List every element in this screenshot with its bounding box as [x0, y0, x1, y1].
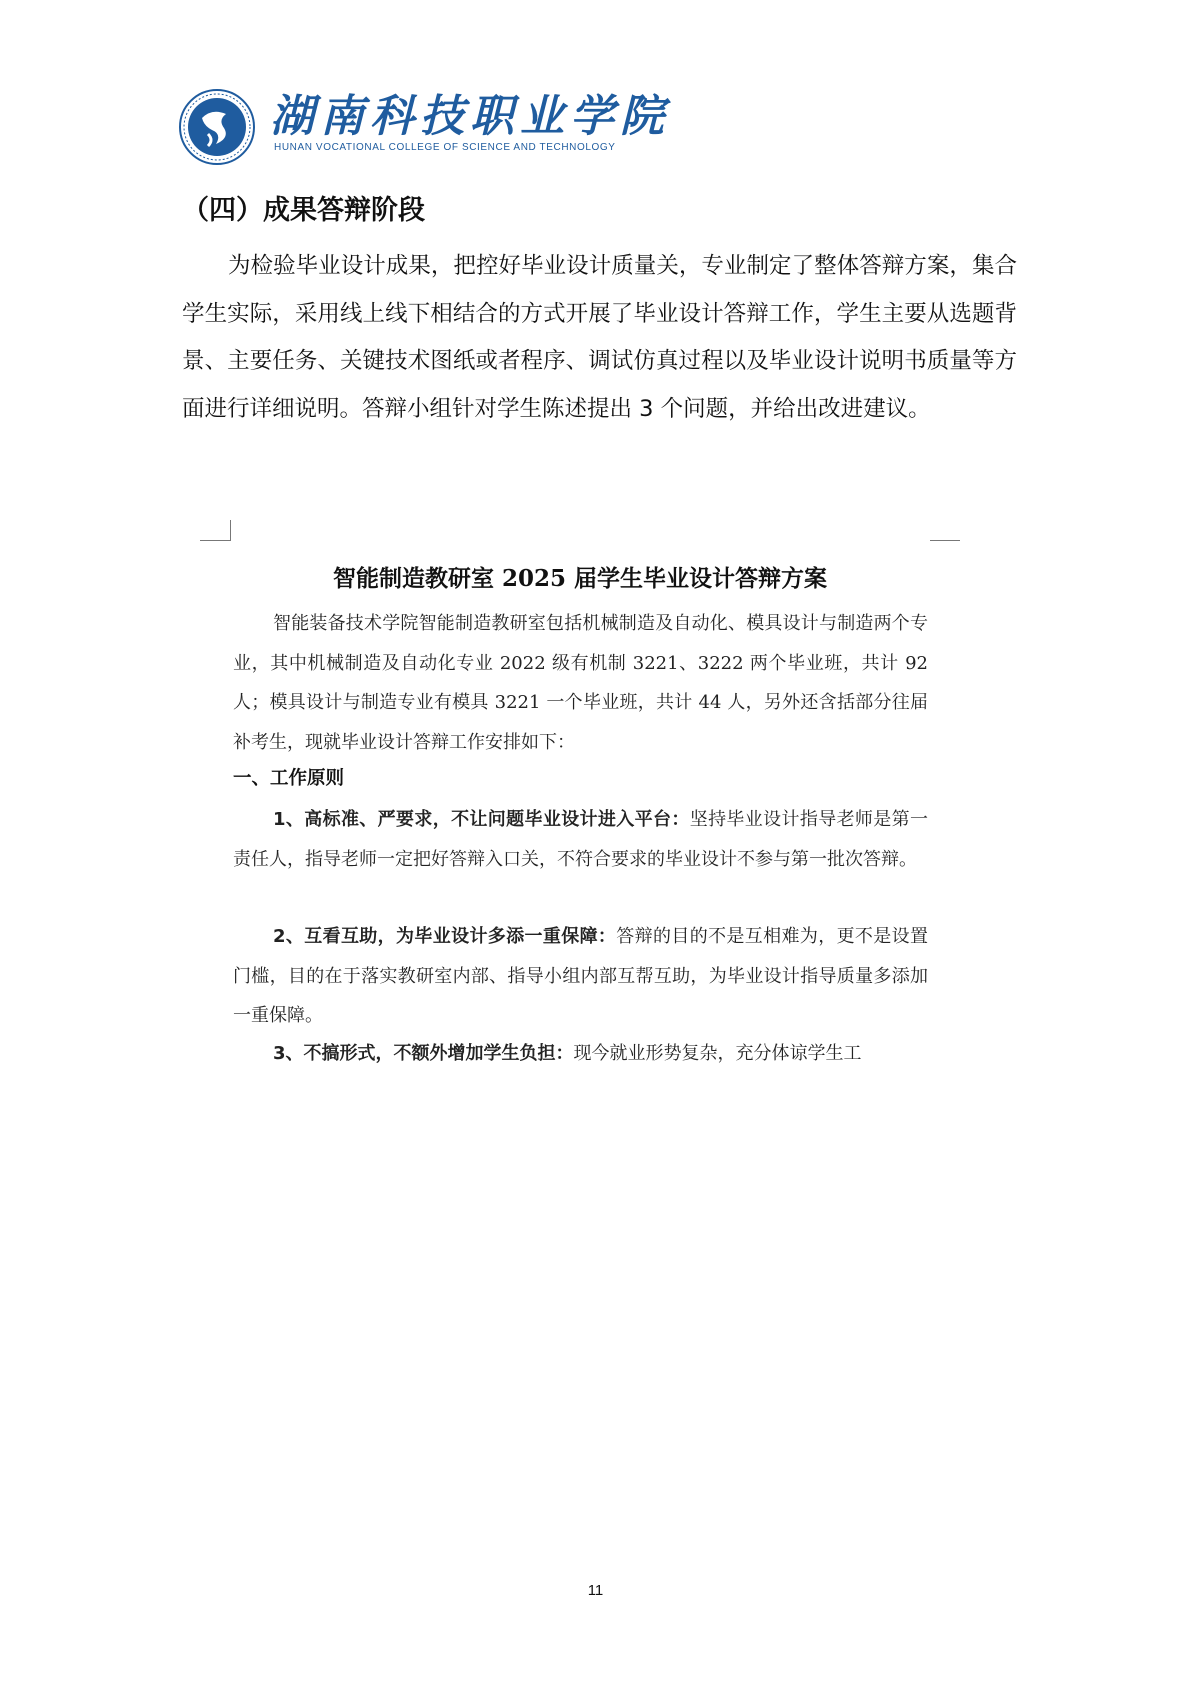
- college-emblem-icon: [178, 88, 256, 166]
- principle-lead: 1、高标准、严要求，不让问题毕业设计进入平台：: [273, 809, 690, 830]
- body-paragraph: 为检验毕业设计成果，把控好毕业设计质量关，专业制定了整体答辩方案，集合学生实际，采用线上线下相结合的方式开展了毕业设计答辩工作，学生主要从选题背景、主要任务、关键技术图纸或者程序、调试仿真过程以及毕业设计说明书质量等方面进行详细说明。答辩小组针对学生陈述提出 3 个问题，并给出改进建议。: [182, 253, 1017, 422]
- college-logo: [178, 78, 670, 170]
- page-number: 11: [587, 1582, 604, 1599]
- college-name-cn: 湖南科技职业学院: [270, 91, 670, 142]
- college-name-en: HUNAN VOCATIONAL COLLEGE OF SCIENCE AND TECHNOLOGY: [274, 142, 616, 153]
- embedded-document-title: 智能制造教研室 2025 届学生毕业设计答辩方案: [332, 565, 828, 592]
- principle-item: [233, 917, 928, 1036]
- principle-item: [233, 1034, 928, 1074]
- principle-item: [233, 800, 928, 879]
- principle-text: 坚持毕业设计指导老师是第一责任人，指导老师一定把好答辩入口关，不符合要求的毕业设计不参与第一批次答辩。: [233, 809, 928, 870]
- embedded-section-heading: 一、工作原则: [233, 768, 345, 789]
- principle-text: 答辩的目的不是互相难为，更不是设置门槛，目的在于落实教研室内部、指导小组内部互帮互助，为毕业设计指导质量多添加一重保障。: [233, 926, 928, 1026]
- embedded-document-image: [200, 520, 960, 1064]
- section-heading: （四）成果答辩阶段: [182, 195, 425, 226]
- crop-mark-top-right: [930, 540, 960, 541]
- principle-text: 现今就业形势复杂，充分体谅学生工: [573, 1043, 862, 1064]
- principle-lead: 3、不搞形式，不额外增加学生负担：: [273, 1043, 574, 1064]
- embedded-document-intro: 智能装备技术学院智能制造教研室包括机械制造及自动化、模具设计与制造两个专业，其中机械制造及自动化专业 2022 级有机制 3221、3222 两个毕业班，共计 92 人；模具设计与制造专业有模具 3221 一个毕业班，共计 44 人，另外还含括部分往届补考生，现就毕业设计答辩工作安排如下：: [233, 613, 928, 753]
- crop-mark-top-left: [200, 520, 231, 541]
- principle-lead: 2、互看互助，为毕业设计多添一重保障：: [273, 926, 617, 947]
